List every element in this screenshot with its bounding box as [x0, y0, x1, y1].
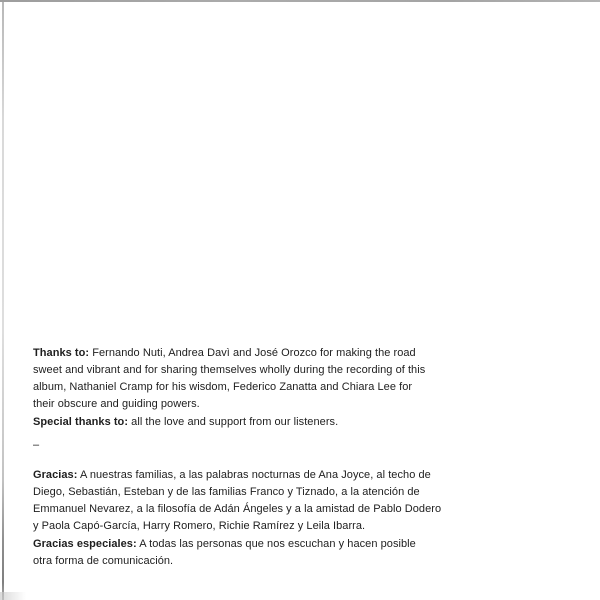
- thanks-line-1: [33, 345, 473, 362]
- thanks-line-4: their obscure and guiding powers.: [33, 398, 200, 410]
- special-thanks-paragraph: [33, 414, 473, 431]
- special-thanks-label: Special thanks to:: [33, 416, 129, 428]
- special-thanks-line-1: [33, 414, 473, 431]
- gracias-line-3: Emmanuel Nevarez, a la filosofía de Adán Ángeles y a la amistad de Pablo Dodero: [33, 503, 442, 515]
- page-bottom-left-shade: [0, 592, 26, 600]
- gracias-line-1-text: A nuestras familias, a las palabras nocturnas de Ana Joyce, al techo de: [79, 469, 431, 481]
- gracias-line-2: Diego, Sebastián, Esteban y de las familias Franco y Tiznado, a la atención de: [33, 486, 420, 498]
- gracias-label: Gracias:: [33, 469, 78, 481]
- gracias-line-1: [33, 467, 473, 484]
- section-divider-dash: –: [33, 439, 40, 451]
- gracias-especiales-line-2: otra forma de comunicación.: [33, 555, 174, 567]
- page-left-edge-line: [2, 2, 4, 600]
- gracias-paragraph: [33, 467, 473, 535]
- gracias-especiales-line-1-text: A todas las personas que nos escuchan y hacen posible: [139, 538, 416, 550]
- page-top-edge-line: [0, 0, 600, 2]
- special-thanks-line-1-text: all the love and support from our listeners.: [131, 416, 339, 428]
- gracias-especiales-paragraph: [33, 536, 473, 570]
- thanks-line-3: album, Nathaniel Cramp for his wisdom, Federico Zanatta and Chiara Lee for: [33, 381, 413, 393]
- gracias-especiales-label: Gracias especiales:: [33, 538, 137, 550]
- thanks-line-2: sweet and vibrant and for sharing themselves wholly during the recording of this: [33, 364, 426, 376]
- gracias-line-4: y Paola Capó-García, Harry Romero, Richie Ramírez y Leila Ibarra.: [33, 520, 366, 532]
- gracias-especiales-line-1: [33, 536, 473, 553]
- thanks-line-1-text: Fernando Nuti, Andrea Davì and José Orozco for making the road: [92, 347, 416, 359]
- thanks-label: Thanks to:: [33, 347, 90, 359]
- thanks-paragraph: [33, 345, 473, 413]
